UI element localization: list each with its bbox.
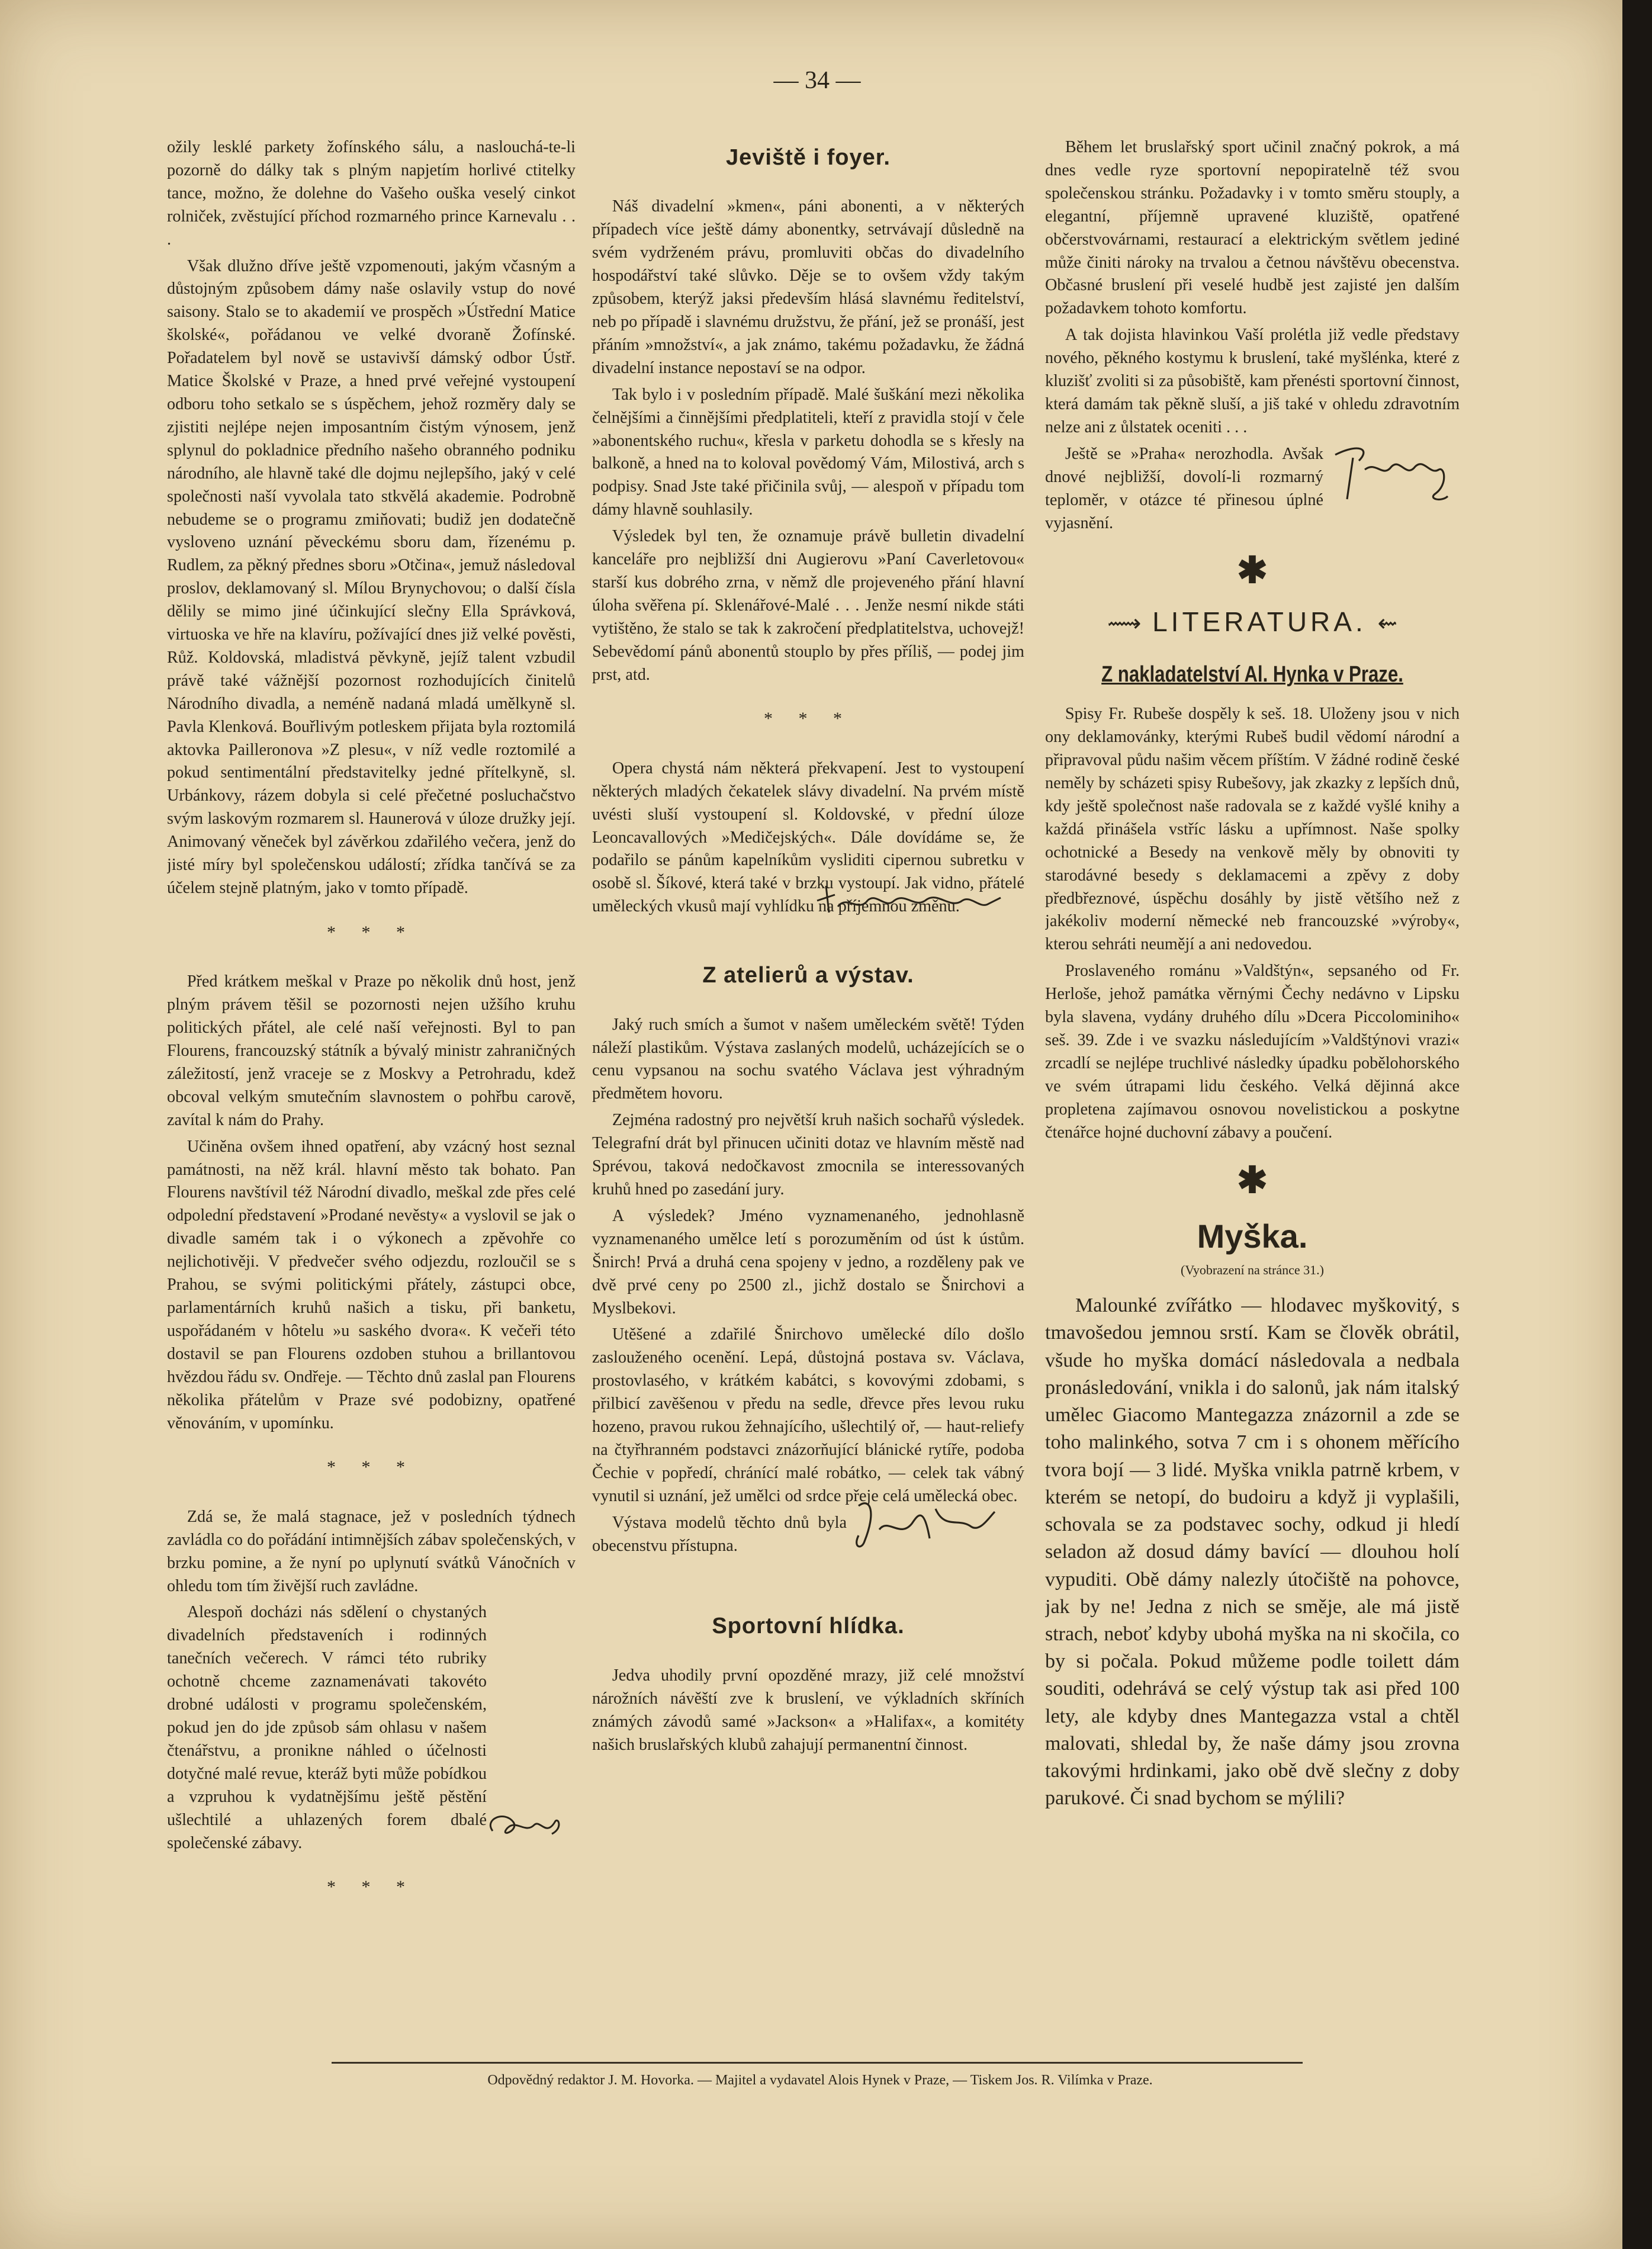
col2-paragraph-5: Jaký ruch smích a šumot v našem uměleckém světě! Týden náleží plastikům. Výstava zaslaných modelů, ucházejících se o cenu vypsanou na sochu svatého Václava jest výhradným předmětem hovoru. <box>592 1015 1024 1103</box>
handwritten-signature-kazimir <box>811 877 1007 924</box>
col3-paragraph-4: Spisy Fr. Rubeše dospěly k seš. 18. Uloženy jsou v nich ony deklamovánky, kterými Rubeš budil vědomí národní a připravoval půdu našim věcem příštím. V žádné rodině české neměly by scházeti spisy Rubešovy, jak zkazky z lepších dnů, kdy ještě společnost naše radovala se z každé vyšlé knihy a každá přinášela vstříc lásku a upřímnost. Naše spolky ochotnické a Besedy na venkově měly by obnoviti ty starodávné besedy s deklamacemi a zpěvy z doby předbřeznové, úspěchu dosáhly by jistě většího než z jakékoliv moderní německé neb francouzské »výroby«, kterou sehráti neumějí a ani nedovedou. <box>1045 705 1460 954</box>
section-divider-stars: * * * <box>327 1457 416 1477</box>
section-divider-stars: * * * <box>327 1877 416 1897</box>
col1-paragraph-4: Učiněna ovšem ihned opatření, aby vzácný host seznal památnosti, na něž král. hlavní město tak bohato. Pan Flourens navštívil též Národní divadlo, meškal zde přes celé odpolední představení »Prodané nevěsty« a vyslovil se jak o divadle samém tak i o výkonech a zpěvohře co nejlichotivěji. V předvečer svého odjezdu, rozloučil se s Prahou, se svými politickými přátely, zástupci obce, parlamentárních kruhů našich a tisku, při banketu, uspořádaném v hôtelu »u saského dvora«. K večeři této dostavil se pan Flourens ozdoben stuhou a brillantovou hvězdou řádu sv. Ondřeje. — Těchto dnů zaslal pan Flourens několika přátelům v Praze své podobizny, opatřené věnováním, v upomínku. <box>167 1137 576 1432</box>
col2-paragraph-8: Utěšené a zdařilé Šnirchovo umělecké dílo došlo zaslouženého ocenění. Lepá, důstojná postava sv. Václava, prostovlasého, v krátkém kabátci, s kovovými zdobami, s přilbicí zavěšenou v předu na sedle, dřevce přes levou ruku hozeno, pravou rukou žehnajícího, ušlechtilý oř, — haut-reliefy na čtyřhranném podstavci znázorňující blánické rytíře, podoba Čechie v popředí, chránící malé robátko, — celek tak vábný vynutil si uznání, jež umělci od srdce přeje celá umělecká obec. <box>592 1325 1024 1505</box>
myska-article <box>1045 1292 1460 1812</box>
col1-paragraph-5: Zdá se, že malá stagnace, jež v posledních týdnech zavládla co do pořádání intimnějších zábav společenských, v brzku pomine, a že nyní po uplynutí svátků Vánočních v ohledu tom tím živější ruch zavládne. <box>167 1507 576 1595</box>
footer-imprint: Odpovědný redaktor J. M. Hovorka. — Majitel a vydavatel Alois Hynek v Praze, — Tiskem Jos. R. Vilímka v Praze. <box>487 2073 1153 2088</box>
col1-paragraph-3: Před krátkem meškal v Praze po několik dnů host, jenž plným právem těšil se pozornosti nejen užšího kruhu politických přátel, ale celé naší veřejnosti. Byl to pan Flourens, francouzský státník a bývalý ministr zahraničných záležitostí, jenž vraceje se z Moskvy a Petrohradu, kdež obcoval velkým smutečním slavnostem o pohřbu carově, zavítal k nám do Prahy. <box>167 972 576 1129</box>
col1-paragraph-6: Alespoň docházi nás sdělení o chystaných divadelních představeních i rodinných tanečních večerech. V rámci této rubriky ochotně chceme zaznamenávati takovéto drobné události v programu společenském, pokud jen do jde způsob sám ohlasu v našem čtenářstvu, a pronikne náhled o účelnosti dotyčné malé revue, kteráž byti může pobídkou a vzpruhou k vydatnějšímu ještě pěstění ušlechtilé a uhlazených forem dbalé společenské zábavy. <box>167 1603 487 1852</box>
column-1 <box>167 136 576 2043</box>
col2-paragraph-1: Náš divadelní »kmen«, páni abonenti, a v některých případech více ještě dámy abonentky, setrvávají důsledně na svém vydrženém právu, promluviti občas do divadelního hospodářství také slůvko. Děje se to ovšem vždy takým způsobem, kterýž jaksi především hlásá slavnému ředitelství, neb po případě i slavnému družstvu, že přání, jež se pronáší, jest přáním »množství«, a jak známo, takému požadavku, že žádná divadelní instance nepostaví se na odpor. <box>592 197 1024 377</box>
col2-paragraph-4: Opera chystá nám některá překvapení. Jest to vystoupení některých mladých čekatelek slávy divadelní. Na prvém místě uvésti sluší vystoupení sl. Koldovské, v přední úloze Leoncavallových »Medičejských«. Dále dovídáme se, že podařilo se pánům kapelníkům vysliditi cipernou subretku v osobě sl. Šíkové, která také v brzku vystoupí. Jak vidno, přátelé uměleckých vkusů mají vyhlídku na příjemnou změnu. <box>592 759 1024 916</box>
col2-paragraph-3: Výsledek byl ten, že oznamuje právě bulletin divadelní kanceláře pro nejbližší dni Augierovu »Paní Caverletovou« starší kus dobrého zrna, v němž dle projeveného přání hlavní úloha svěřena pí. Sklenářové-Malé . . . Jenže nesmí nikde státi vytištěno, že stalo se tak k zakročení předplatitelstva, uchovejž! Sebevědomí pánů abonentů stouplo by přes příliš, — podej jim prst, atd. <box>592 527 1024 684</box>
section-title-jeviste: Jeviště i foyer. <box>726 145 891 170</box>
col2-paragraph-2: Tak bylo i v posledním případě. Malé šuškání mezi několika čelnějšími a činnějšími předplatiteli, kteří z pravidla stojí v čele »abonentského ruchu«, křesla v parketu dohodla se s křesly na balkoně, a hned na to koloval povědomý Vám, Milostivá, arch s podpisy. Snad Jste také přičinila svůj, — alespoň v případu tom dámy hlavně souhlasily. <box>592 385 1024 519</box>
ornament-right-icon: ⇜ <box>1377 611 1398 637</box>
myska-subtitle: (Vyobrazení na stránce 31.) <box>1181 1262 1324 1277</box>
section-title-atelieru: Z atelierů a výstav. <box>702 963 914 988</box>
col2-paragraph-7: A výsledek? Jméno vyznamenaného, jednohlasně vyznamenaného umělce letí s porozuměním od úst k ústům. Šnirch! Prvá a druhá cena spojeny v jedno, a rozděleny pak ve dvě prvé ceny po 2500 zl., jichž dostalo se Šnirchovi a Myslbekovi. <box>592 1206 1024 1318</box>
col3-paragraph-5: Proslaveného románu »Valdštýn«, sepsaného od Fr. Herloše, jehož památka věrnými Čechy nedávno v Lipsku byla slavena, vydány druhého dílu »Dcera Piccolominiho« seš. 39. Zde i ve svazku následujícím »Valdštýnovi vrazi« zrcadlí se nejlépe truchlivé následky úpadku pobělohorského ve svém útrapami lidu českého. Velká dějinná akce propletena zajímavou osnovou novelistickou a poskytne čtenářce hojné duchovní zábavy a poučení. <box>1045 962 1460 1142</box>
col1-paragraph-1: ožily lesklé parkety žofínského sálu, a naslouchá-te-li pozorně do dálky tak s plným napjetím horlivé ctitelky tance, možno, že dolehne do Vašeho ouška veselý cinkot rolniček, zvěstující příchod rozmarného prince Karnevalu . . . <box>167 138 576 249</box>
col2-paragraph-6: Zejména radostný pro největší kruh našich sochařů výsledek. Telegrafní drát byl přinucen učiniti dotaz ve hlavním městě nad Sprévou, taková nedočkavost zmocnila se interessovaných kruhů hned po zasedání jury. <box>592 1111 1024 1199</box>
footer-rule <box>332 2062 1303 2064</box>
handwritten-signature-col1 <box>481 1801 570 1849</box>
handwritten-signature-col2 <box>847 1494 1001 1559</box>
literatura-heading-text: LITERATURA. <box>1152 606 1367 638</box>
handwritten-signature-col3 <box>1323 437 1454 508</box>
literatura-heading <box>1045 603 1460 641</box>
myska-paragraph: Malounké zvířátko — hlodavec myškovitý, s tmavošedou jemnou srstí. Kam se člověk obrátil, všude ho myška domácí následovala a nedbala pronásledování, vnikla i do salonů, jak nám italský umělec Giacomo Mantegazza znázornil a zde se toho malinkého, sotva 7 cm i s ohonem měřícího tvora bojí — 3 lidé. Myška vnikla patrně krbem, v kterém se netopí, do budoiru a když ji vyplašili, schovala se za podstavec sochy, odkud ji hledí seladon až dosud dámy bavící — dlouhou holí vypuditi. Obě dámy nalezly útočiště na pohovce, jak by ne! Jedna z nich se směje, ale má jistě strach, neboť kdyby ubohá myška na ni skočila, co by si počala. Pokud můžeme podle toilett dám souditi, odehrává se celý výstup tak asi před 100 lety, ale kdyby dnes Mantegazza vstal a chtěl malovati, shledal by, že naše dámy jsou zrovna takovými hrdinkami, jako obě dvě slečny z doby parukové. Či snad bychom se mýlili? <box>1045 1294 1460 1810</box>
publisher-heading: Z nakladatelství Al. Hynka v Praze. <box>1101 661 1403 687</box>
col3-paragraph-2: A tak dojista hlavinkou Vaší prolétla již vedle představy nového, pěkného kostymu k bruslení, také myšlénka, které z kluzišť zvoliti si za působiště, kam přenésti sportovní činnost, která damám tak pěkně sluší, a jiš také v ohledu zdravotním nelze ani z ůlstatek oceniti . . . <box>1045 326 1460 436</box>
column-3 <box>1045 136 1460 2043</box>
col3-paragraph-3: Ještě se »Praha« nerozhodla. Avšak dnové nejbližší, dovolí-li rozmarný teploměr, v otázce té přinesou úplné vyjasnění. <box>1045 444 1323 532</box>
myska-title: Myška. <box>1197 1217 1308 1255</box>
page-number: — 34 — <box>773 67 861 94</box>
col1-paragraph-2: Však dlužno dříve ještě vzpomenouti, jakým včasným a důstojným způsobem dámy naše oslavily vstup do nové saisony. Stalo se to akademií ve prospěch »Ústřední Matice školské«, pořádanou ve velké dvoraně Žofínské. Pořadatelem byl nově se ustavivší dámský odbor Ústř. Matice Školské v Praze, a hned prvé veřejné vystoupení odboru toho setkalo se s úspěchem, jehož rozměry daly se zjistiti nejlépe nejen imposantním čistým výnosem, jenž splynul do pokladnice předního našeho obranného podniku národního, ale hlavně také dle dojmu nejlepšího, jaký v celé společnosti naší vyvolala tato stkvělá akademie. Podrobně nebudeme se o programu zmiňovati; budiž jen dodatečně vysloveno uznání pěveckému sboru dam, řízenému p. Rudlem, za pěkný přednes sboru »Otčina«, jemuž následoval proslov, deklamovaný sl. Mílou Brynychovou; o další čísla dělily se mimo jiné účinkující slečny Ella Správková, virtuoska ve hře na klavíru, požívající dnes již velké pověsti, Růž. Koldovská, mladistvá pěvkyně, jejíž talent vzbudil právě také vážnější pozornost rozhodujících činitelů Národního divadla, a neméně nadaná mladá umělkyně sl. Pavla Klenková. Bouřlivým potleskem přijata byla roztomilá aktovka Pailleronova »Z plesu«, v níž vedle roztomilé a pokud sentimentální představitelky jedné přítelkyně, sl. Urbánkovy, rázem dobyla si celé přečetné posluchačstvo svým laskovým rozmarem sl. Haunerová v úloze družky její. Animovaný věneček byl závěrkou zdařilého večera, jenž do jisté míry byl společenskou událostí; zřídka tančívá se za účelem stejně platným, jako v tomto případě. <box>167 256 576 897</box>
col2-paragraph-10: Jedva uhodily první opozděné mrazy, již celé množství nárožních návěští zve k bruslení, ve výkladních skříních známých závodů samé »Jackson« a »Halifax«, a komitéty našich bruslařských klubů zahajují permanentní činnost. <box>592 1666 1024 1754</box>
col3-paragraph-1: Během let bruslařský sport učinil značný pokrok, a má dnes vedle ryze sportovní nepopiratelně též svou společenskou stránku. Požadavky i v tomto směru stouply, a elegantní, příjemně upravené kluziště, opatřené občerstvovárnami, restaurací a elektrickým světlem jediné může činiti nároky na trvalou a četnou návštěvu obecenstva. Občasné bruslení při veselé hudbě jest zajisté jen dalším požadavkem tohoto komfortu. <box>1045 138 1460 318</box>
section-title-sportovni: Sportovní hlídka. <box>712 1614 905 1639</box>
ornament-left-icon: ⟿ <box>1107 611 1142 637</box>
column-2 <box>592 136 1024 2043</box>
section-divider-stars: * * * <box>764 709 853 729</box>
section-divider-stars: * * * <box>327 922 416 942</box>
section-divider-asterisk: ✱ <box>1237 551 1268 592</box>
section-divider-asterisk: ✱ <box>1237 1160 1268 1201</box>
col2-paragraph-9: Výstava modelů těchto dnů byla obecenstvu přístupna. <box>592 1513 847 1555</box>
